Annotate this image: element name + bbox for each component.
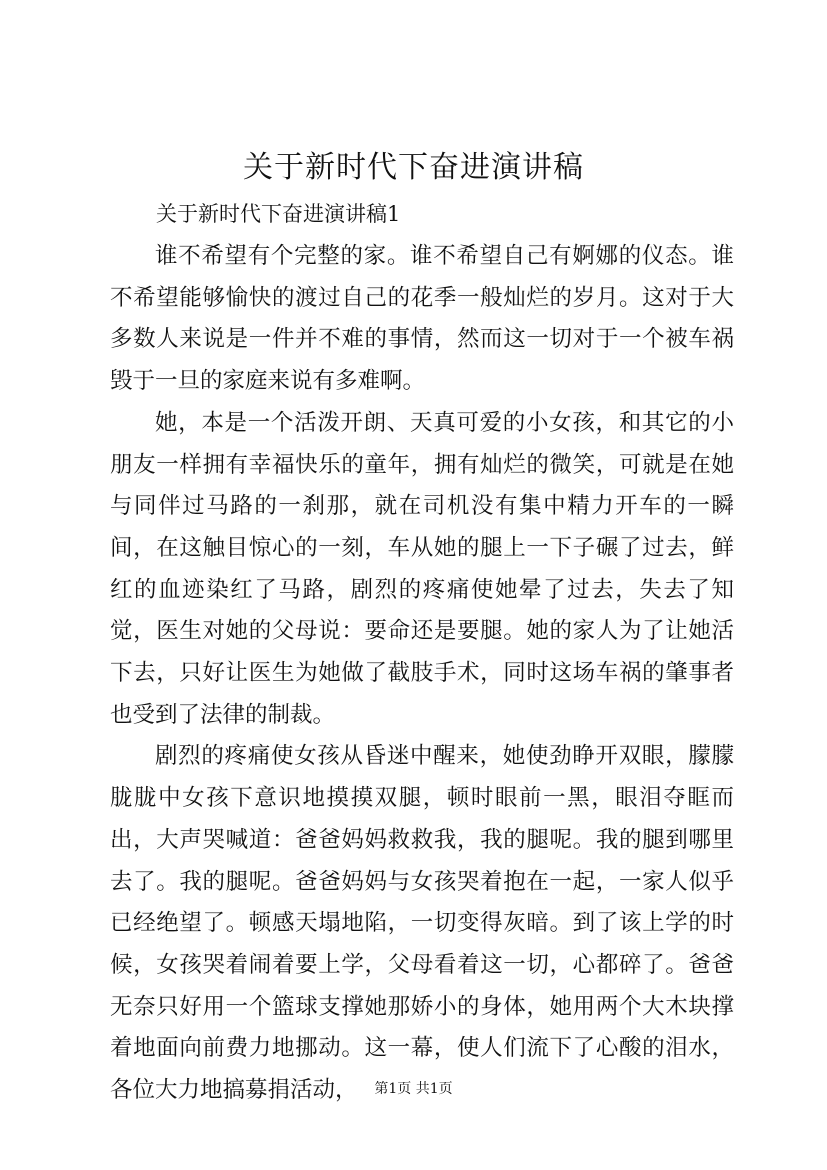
paragraph: 谁不希望有个完整的家。谁不希望自己有婀娜的仪态。谁不希望能够愉快的渡过自己的花季一般灿烂的岁月。这对于大多数人来说是一件并不难的事情，然而这一切对于一个被车祸毁于一旦的家庭来说有多难啊。 (110, 243, 734, 395)
document-subtitle: 关于新时代下奋进演讲稿1 (156, 202, 401, 226)
paragraph: 她，本是一个活泼开朗、天真可爱的小女孩，和其它的小朋友一样拥有幸福快乐的童年，拥有灿烂的微笑，可就是在她与同伴过马路的一刹那，就在司机没有集中精力开车的一瞬间，在这触目惊心的一刻，车从她的腿上一下子碾了过去，鲜红的血迹染红了马路，剧烈的疼痛使她晕了过去，失去了知觉，医生对她的父母说：要命还是要腿。她的家人为了让她活下去，只好让医生为她做了截肢手术，同时这场车祸的肇事者也受到了法律的制裁。 (110, 409, 734, 728)
document-title: 关于新时代下奋进演讲稿 (243, 150, 584, 185)
page-footer: 第1页 共1页 (374, 1081, 453, 1097)
paragraph: 剧烈的疼痛使女孩从昏迷中醒来，她使劲睁开双眼，朦朦胧胧中女孩下意识地摸摸双腿，顿时眼前一黑，眼泪夺眶而出，大声哭喊道：爸爸妈妈救救我，我的腿呢。我的腿到哪里去了。我的腿呢。爸爸妈妈与女孩哭着抱在一起，一家人似乎已经绝望了。顿感天塌地陷，一切变得灰暗。到了该上学的时候，女孩哭着闹着要上学，父母看着这一切，心都碎了。爸爸无奈只好用一个篮球支撑她那娇小的身体，她用两个大木块撑着地面向前费力地挪动。这一幕，使人们流下了心酸的泪水，各位大力地搞募捐活动， (110, 743, 734, 1104)
document-body (110, 236, 734, 1112)
